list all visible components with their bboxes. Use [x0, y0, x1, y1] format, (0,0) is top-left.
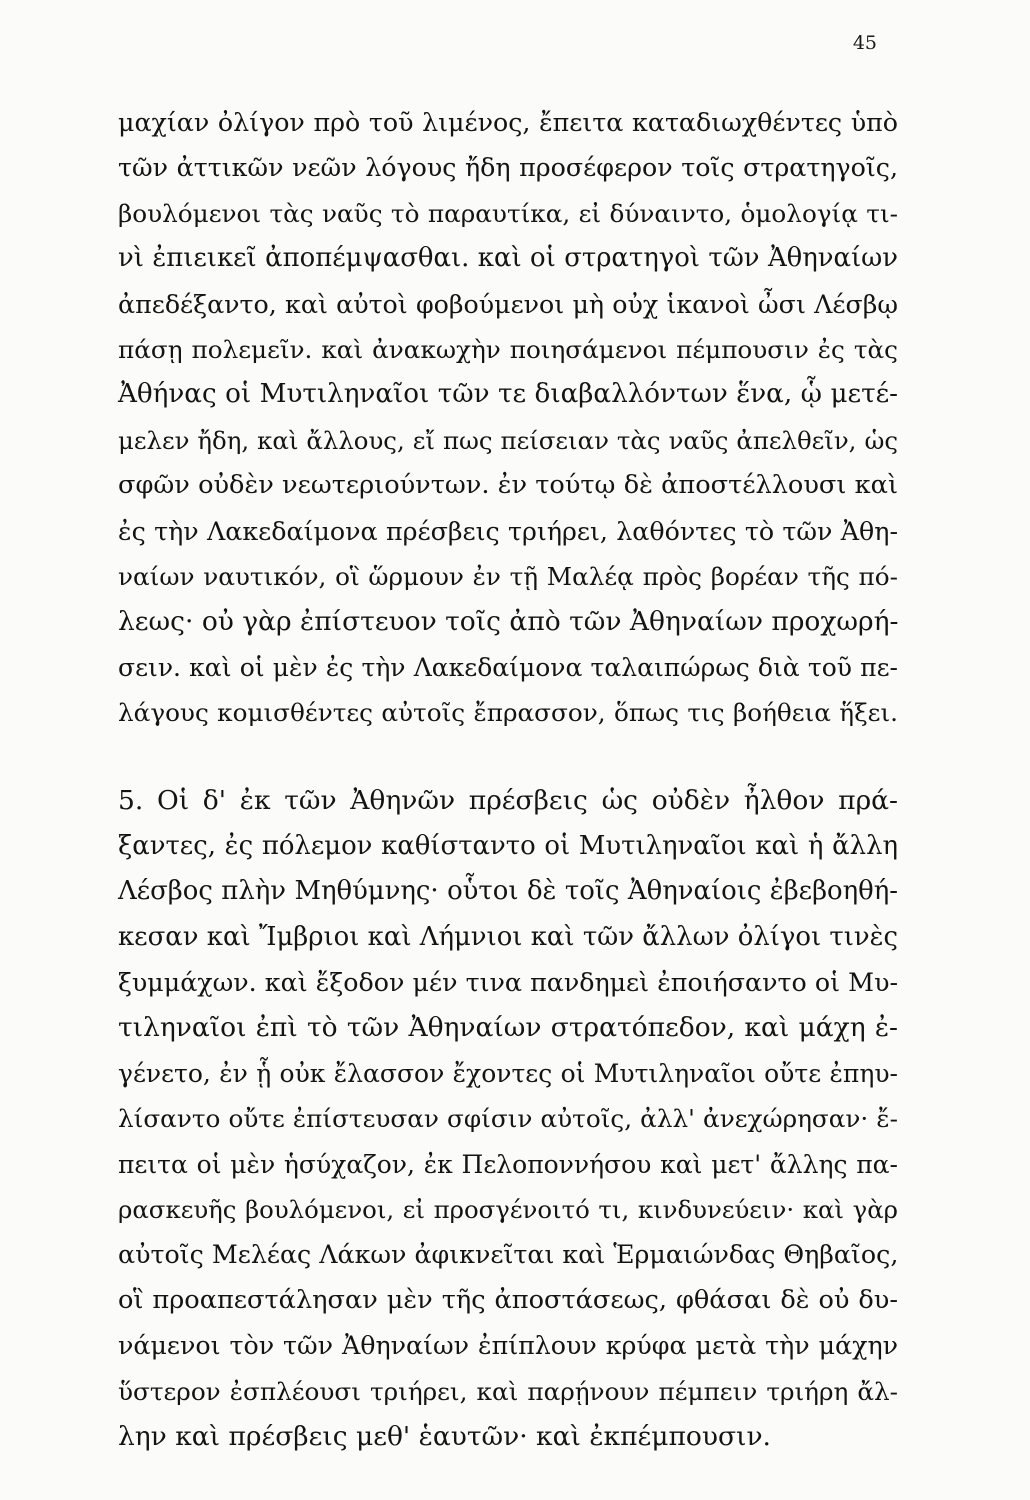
text-line: τιληναῖοι ἐπὶ τὸ τῶν Ἀθηναίων στρατόπεδον, καὶ μάχη ἐ-: [118, 1012, 898, 1044]
text-line: νὶ ἐπιεικεῖ ἀποπέμψασθαι. καὶ οἱ στρατηγοὶ τῶν Ἀθηναίων: [118, 243, 898, 274]
paragraph-gap: [118, 735, 898, 778]
text-line: οἳ προαπεστάλησαν μὲν τῆς ἀποστάσεως, φθάσαι δὲ οὐ δυ-: [118, 1284, 898, 1315]
text-line: βουλόμενοι τὰς ναῦς τὸ παραυτίκα, εἰ δύναιντο, ὁμολογίᾳ τι-: [118, 198, 898, 228]
text-line: κεσαν καὶ Ἴμβριοι καὶ Λήμνιοι καὶ τῶν ἄλλων ὀλίγοι τινὲς: [118, 921, 898, 952]
text-line: ξυμμάχων. καὶ ἔξοδον μέν τινα πανδημεὶ ἐποιήσαντο οἱ Μυ-: [118, 968, 898, 998]
text-line: ἐς τὴν Λακεδαίμονα πρέσβεις τριήρει, λαθόντες τὸ τῶν Ἀθη-: [118, 516, 898, 546]
paragraph-2: [118, 778, 898, 1459]
text-line: αὐτοῖς Μελέας Λάκων ἀφικνεῖται καὶ Ἑρμαιώνδας Θηβαῖος,: [118, 1240, 899, 1270]
text-line: λάγους κομισθέντες αὐτοῖς ἔπρασσον, ὅπως τις βοήθεια ἥξει.: [118, 698, 898, 728]
text-line: ὕστερον ἐσπλέουσι τριήρει, καὶ παρῄνουν πέμπειν τριήρη ἄλ-: [118, 1376, 898, 1406]
text-line: πάσῃ πολεμεῖν. καὶ ἀνακωχὴν ποιησάμενοι πέμπουσιν ἐς τὰς: [118, 334, 898, 364]
body-text: [118, 100, 898, 1459]
text-line: λεως· οὐ γὰρ ἐπίστευον τοῖς ἀπὸ τῶν Ἀθηναίων προχωρή-: [118, 606, 899, 638]
text-line: τῶν ἀττικῶν νεῶν λόγους ἤδη προσέφερον τοῖς στρατηγοῖς,: [118, 153, 898, 183]
text-line: γένετο, ἐν ᾗ οὐκ ἔλασσον ἔχοντες οἱ Μυτιληναῖοι οὔτε ἐπηυ-: [118, 1058, 898, 1088]
text-line: ρασκευῆς βουλόμενοι, εἰ προσγένοιτό τι, κινδυνεύειν· καὶ γὰρ: [118, 1194, 898, 1224]
text-line: Λέσβος πλὴν Μηθύμνης· οὗτοι δὲ τοῖς Ἀθηναίοις ἐβεβοηθή-: [118, 876, 898, 907]
page-number: 45: [852, 32, 877, 54]
text-line: λίσαντο οὔτε ἐπίστευσαν σφίσιν αὐτοῖς, ἀλλ' ἀνεχώρησαν· ἔ-: [118, 1104, 898, 1134]
text-line: Ἀθήνας οἱ Μυτιληναῖοι τῶν τε διαβαλλόντων ἕνα, ᾧ μετέ-: [118, 379, 898, 410]
text-line: σφῶν οὐδὲν νεωτεριούντων. ἐν τούτῳ δὲ ἀποστέλλουσι καὶ: [118, 470, 898, 501]
paragraph-1: [118, 100, 898, 735]
text-line: νάμενοι τὸν τῶν Ἀθηναίων ἐπίπλουν κρύφα μετὰ τὴν μάχην: [118, 1331, 898, 1361]
text-line: μελεν ἤδη, καὶ ἄλλους, εἴ πως πείσειαν τὰς ναῦς ἀπελθεῖν, ὡς: [118, 425, 898, 455]
text-line: ναίων ναυτικόν, οἳ ὥρμουν ἐν τῇ Μαλέᾳ πρὸς βορέαν τῆς πό-: [118, 561, 898, 591]
text-line: σειν. καὶ οἱ μὲν ἐς τὴν Λακεδαίμονα ταλαιπώρως διὰ τοῦ πε-: [118, 652, 898, 682]
text-line: λην καὶ πρέσβεις μεθ' ἑαυτῶν· καὶ ἐκπέμπουσιν.: [118, 1420, 771, 1452]
text-line: ἀπεδέξαντο, καὶ αὐτοὶ φοβούμενοι μὴ οὐχ ἱκανοὶ ὦσι Λέσβῳ: [118, 289, 898, 319]
text-line: ξαντες, ἐς πόλεμον καθίσταντο οἱ Μυτιληναῖοι καὶ ἡ ἄλλη: [118, 830, 898, 861]
text-line: πειτα οἱ μὲν ἡσύχαζον, ἐκ Πελοποννήσου καὶ μετ' ἄλλης πα-: [118, 1149, 898, 1179]
text-line: μαχίαν ὀλίγον πρὸ τοῦ λιμένος, ἔπειτα καταδιωχθέντες ὑπὸ: [118, 108, 898, 137]
text-line: 5. Οἱ δ' ἐκ τῶν Ἀθηνῶν πρέσβεις ὡς οὐδὲν ἦλθον πρά-: [118, 785, 898, 817]
